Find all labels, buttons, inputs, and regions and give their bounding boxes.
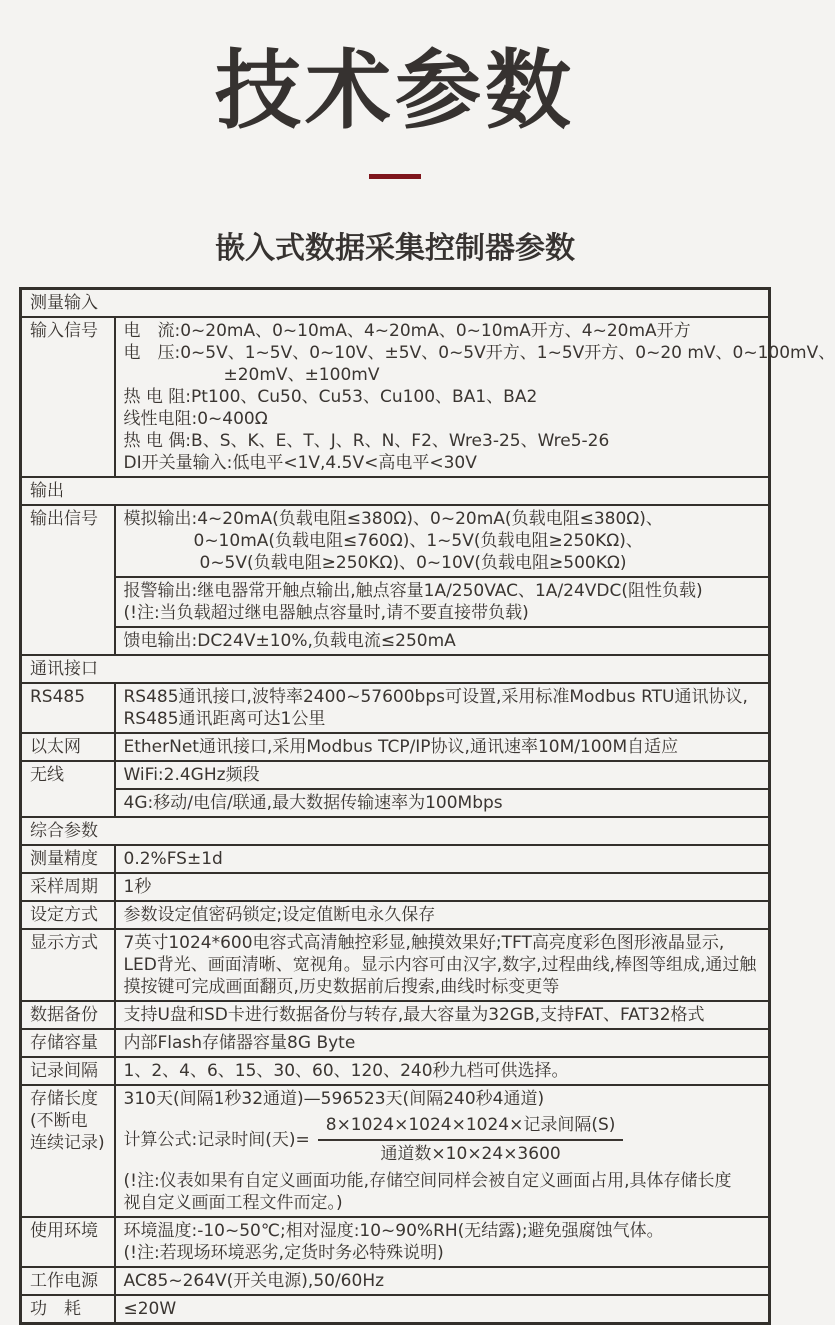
row-capacity	[21, 1029, 770, 1057]
row-label: 无线	[21, 761, 115, 817]
spec-line: 1、2、4、6、15、30、60、120、240秒九档可供选择。	[123, 1061, 569, 1081]
spec-line: 0.2%FS±1d	[123, 849, 223, 869]
row-rs485	[21, 683, 770, 733]
row-ethernet	[21, 733, 770, 761]
spec-line: ±20mV、±100mV	[223, 365, 380, 385]
row-value	[115, 845, 770, 873]
row-label: 存储容量	[21, 1029, 115, 1057]
row-wireless-4g	[21, 789, 770, 817]
row-value	[115, 873, 770, 901]
row-value	[115, 577, 770, 627]
record-time-formula	[124, 1110, 761, 1170]
row-accuracy	[21, 845, 770, 873]
row-value	[115, 1029, 770, 1057]
spec-line: 0~5V(负载电阻≥250KΩ)、0~10V(负载电阻≥500KΩ)	[199, 553, 627, 573]
row-storage-length	[21, 1085, 770, 1217]
formula-prefix: 计算公式:记录时间(天)=	[123, 1130, 310, 1150]
section-title: 测量输入	[21, 289, 770, 318]
row-label	[21, 1085, 115, 1217]
spec-line: 馈电输出:DC24V±10%,负载电流≤250mA	[123, 631, 456, 651]
row-label: 以太网	[21, 733, 115, 761]
row-interval	[21, 1057, 770, 1085]
row-label: RS485	[21, 683, 115, 733]
spec-line: EtherNet通讯接口,采用Modbus TCP/IP协议,通讯速率10M/100M自适应	[123, 737, 679, 757]
row-label: 采样周期	[21, 873, 115, 901]
spec-line: 0~10mA(负载电阻≤760Ω)、1~5V(负载电阻≥250KΩ)、	[193, 531, 643, 551]
section-header-comm	[21, 655, 770, 683]
row-wireless-wifi	[21, 761, 770, 789]
title-underline-accent	[369, 174, 421, 179]
spec-line: 1秒	[123, 877, 152, 897]
row-value	[115, 733, 770, 761]
row-backup	[21, 1001, 770, 1029]
row-value	[115, 1295, 770, 1324]
row-power	[21, 1267, 770, 1295]
spec-table	[19, 287, 835, 1325]
spec-line: WiFi:2.4GHz频段	[123, 765, 260, 785]
row-label: 工作电源	[21, 1267, 115, 1295]
row-input-signal	[21, 317, 770, 477]
row-label: 功 耗	[21, 1295, 115, 1324]
row-value	[115, 761, 770, 789]
spec-line: RS485通讯接口,波特率2400~57600bps可设置,采用标准Modbus RTU通讯协议,	[123, 687, 748, 707]
row-display	[21, 929, 770, 1001]
spec-line: 摸按键可完成画面翻页,历史数据前后搜索,曲线时标变更等	[123, 977, 560, 997]
spec-line: LED背光、画面清晰、宽视角。显示内容可由汉字,数字,过程曲线,棒图等组成,通过触	[123, 955, 757, 975]
row-label: 记录间隔	[21, 1057, 115, 1085]
row-sampling	[21, 873, 770, 901]
row-output-signal-analog	[21, 505, 770, 577]
row-label: 输入信号	[21, 317, 115, 477]
spec-line: 4G:移动/电信/联通,最大数据传输速率为100Mbps	[123, 793, 503, 813]
row-value	[115, 505, 770, 577]
spec-line: 电 流:0~20mA、0~10mA、4~20mA、0~10mA开方、4~20mA开方	[123, 321, 691, 341]
spec-line: ≤20W	[123, 1299, 177, 1319]
spec-line: 电 压:0~5V、1~5V、0~10V、±5V、0~5V开方、1~5V开方、0~20 mV、0~100mV、	[123, 343, 835, 363]
row-value	[115, 627, 770, 655]
label-line: 存储长度	[30, 1089, 98, 1109]
page-title: 技术参数	[215, 41, 575, 141]
spec-line: 310天(间隔1秒32通道)—596523天(间隔240秒4通道)	[123, 1089, 545, 1109]
row-consumption	[21, 1295, 770, 1324]
row-value	[115, 789, 770, 817]
row-label: 输出信号	[21, 505, 115, 655]
spec-line: (!注:当负载超过继电器触点容量时,请不要直接带负载)	[123, 603, 529, 623]
spec-line: 报警输出:继电器常开触点输出,触点容量1A/250VAC、1A/24VDC(阻性负载)	[123, 581, 703, 601]
spec-line: 环境温度:-10~50℃;相对湿度:10~90%RH(无结露);避免强腐蚀气体。	[123, 1221, 664, 1241]
page-subtitle: 嵌入式数据采集控制器参数	[215, 231, 575, 266]
formula-fraction	[318, 1114, 624, 1166]
row-output-signal-feed	[21, 627, 770, 655]
spec-line: (!注:若现场环境恶劣,定货时务必特殊说明)	[123, 1243, 444, 1263]
section-header-measure-input	[21, 289, 770, 318]
row-label: 数据备份	[21, 1001, 115, 1029]
row-value	[115, 1217, 770, 1267]
row-value	[115, 1267, 770, 1295]
spec-line: 支持U盘和SD卡进行数据备份与转存,最大容量为32GB,支持FAT、FAT32格式	[123, 1005, 705, 1025]
spec-line: 7英寸1024*600电容式高清触控彩显,触摸效果好;TFT高亮度彩色图形液晶显示,	[123, 933, 725, 953]
section-title: 综合参数	[21, 817, 770, 845]
formula-numerator: 8×1024×1024×1024×记录间隔(S)	[318, 1114, 624, 1141]
spec-line: 模拟输出:4~20mA(负载电阻≤380Ω)、0~20mA(负载电阻≤380Ω)、	[123, 509, 663, 529]
spec-line: RS485通讯距离可达1公里	[123, 709, 326, 729]
spec-line: 热 电 偶:B、S、K、E、T、J、R、N、F2、Wre3-25、Wre5-26	[123, 431, 610, 451]
row-value	[115, 1085, 770, 1217]
spec-line: 线性电阻:0~400Ω	[123, 409, 268, 429]
row-value	[115, 929, 770, 1001]
spec-line: (!注:仪表如果有自定义画面功能,存储空间同样会被自定义画面占用,具体存储长度	[123, 1171, 732, 1191]
row-value	[115, 901, 770, 929]
section-header-output	[21, 477, 770, 505]
label-line: (不断电	[30, 1111, 88, 1131]
row-value	[115, 683, 770, 733]
row-setting	[21, 901, 770, 929]
spec-line: 内部Flash存储器容量8G Byte	[123, 1033, 356, 1053]
row-label: 设定方式	[21, 901, 115, 929]
section-header-general	[21, 817, 770, 845]
row-label: 使用环境	[21, 1217, 115, 1267]
section-title: 输出	[21, 477, 770, 505]
spec-line: 热 电 阻:Pt100、Cu50、Cu53、Cu100、BA1、BA2	[123, 387, 538, 407]
row-value	[115, 317, 835, 477]
row-value	[115, 1057, 770, 1085]
row-output-signal-alarm	[21, 577, 770, 627]
row-label: 显示方式	[21, 929, 115, 1001]
row-environment	[21, 1217, 770, 1267]
row-value	[115, 1001, 770, 1029]
spec-line: 参数设定值密码锁定;设定值断电永久保存	[123, 905, 436, 925]
label-line: 连续记录)	[30, 1133, 105, 1153]
formula-denominator: 通道数×10×24×3600	[380, 1144, 561, 1164]
spec-line: DI开关量输入:低电平<1V,4.5V<高电平<30V	[123, 453, 477, 473]
row-label: 测量精度	[21, 845, 115, 873]
section-title: 通讯接口	[21, 655, 770, 683]
spec-line: 视自定义画面工程文件而定。)	[123, 1193, 343, 1213]
spec-line: AC85~264V(开关电源),50/60Hz	[123, 1271, 385, 1291]
